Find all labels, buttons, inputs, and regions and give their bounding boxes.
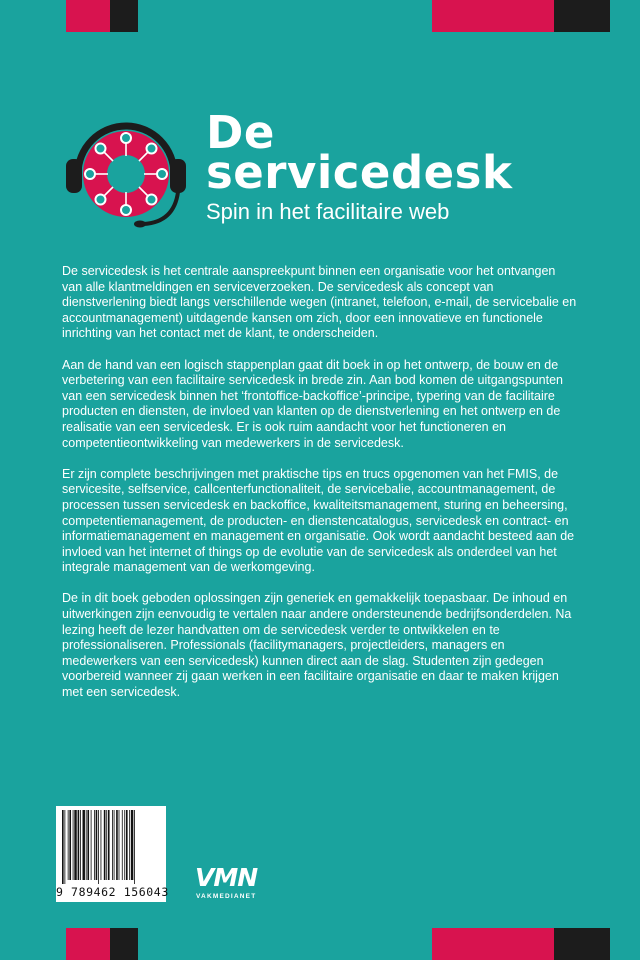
barcode-bar (69, 810, 71, 880)
top-block-pink-left (66, 0, 110, 32)
barcode-bar (62, 810, 64, 884)
barcode-bar (104, 810, 106, 880)
top-block-dark-left (110, 0, 138, 32)
top-block-dark-right (554, 0, 610, 32)
bottom-block-dark-right (554, 928, 610, 960)
barcode-bar (87, 810, 89, 880)
title-line-1: De (206, 106, 275, 159)
body-paragraph: De servicedesk is het centrale aanspreekpunt binnen een organisatie voor het ontvangen van alle klantmeldingen en serviceverzoeken. De servicedesk als concept van dienstverlening biedt langs verschillende wegen (intranet, telefoon, e-mail, de servicebalie en accountmanagement) uitdagende kansen om zich, door een innovatieve en functionele inrichting van het contact met de klant, te onderscheiden. (62, 264, 577, 341)
barcode-bar (134, 810, 135, 884)
bottom-block-pink-right (432, 928, 554, 960)
body-paragraph: Er zijn complete beschrijvingen met praktische tips en trucs opgenomen van het FMIS, de servicesite, selfservice, callcenterfunctionaliteit, de servicebalie, accountmanagement, de processen tussen servicedesk en backoffice, kwaliteitsmanagement, sturing en beheersing, competentiemanagement, de producten- en dienstencatalogus, servicedesk en contract- en informatiemanagement en management en organisatie. Ook wordt aandacht besteed aan de invloed van het internet of things op de evolutie van de servicedesk als onderdeel van het integrale management van de werkomgeving. (62, 466, 575, 575)
barcode-bar (98, 810, 99, 884)
barcode-bar (119, 810, 120, 880)
bottom-block-pink-left (66, 928, 110, 960)
barcode-bar (83, 810, 85, 880)
body-text (62, 264, 578, 716)
barcode-bar (116, 810, 118, 880)
barcode-bar (114, 810, 115, 880)
barcode-number: 9 789462 156043 (56, 885, 169, 899)
title-line-2: servicedesk (206, 146, 513, 199)
body-paragraph: Aan de hand van een logisch stappenplan gaat dit boek in op het ontwerp, de bouw en de verbetering van een facilitaire servicedesk in brede zin. Aan bod komen de uitgangspunten van een servicedesk binnen het ‘frontoffice-backoffice’-principe, typering van de facilitaire producten en diensten, de invloed van klanten op de dienstverlening en het ontwerp en de realisatie van een servicedesk. Er is ook ruim aandacht voor het functioneren en competentieontwikkeling van medewerkers in de servicedesk. (62, 357, 564, 450)
barcode-bar (96, 810, 98, 880)
body-paragraph: De in dit boek geboden oplossingen zijn generiek en gemakkelijk toepasbaar. De inhoud en uitwerkingen zijn eenvoudig te vertalen naar andere ondersteunende bedrijfsonderdelen. Na lezing heeft de lezer handvatten om de servicedesk verder te ontwikkelen en te professionaliseren. Professionals (facilitymanagers, projectleiders, managers en medewerkers van een servicedesk) kunnen direct aan de slag. Studenten zijn gedegen voorbereid wanneer zij gaan werken in een facilitaire organisatie en daar te maken krijgen met een servicedesk. (62, 591, 572, 700)
barcode-bar (126, 810, 128, 880)
barcode-bar (108, 810, 110, 880)
top-block-pink-right (432, 0, 554, 32)
barcode-bar (106, 810, 107, 880)
barcode-bar (80, 810, 81, 880)
barcode-bar (78, 810, 80, 880)
barcode (56, 806, 169, 902)
barcode-bar (74, 810, 76, 880)
barcode-bar (68, 810, 69, 880)
barcode-bar (86, 810, 87, 880)
barcode-bars (60, 810, 162, 884)
barcode-bar (124, 810, 125, 880)
barcode-bar (131, 810, 133, 880)
barcode-bar (122, 810, 123, 880)
barcode-bar (64, 810, 65, 884)
barcode-bar (112, 810, 113, 880)
barcode-bar (129, 810, 130, 880)
publisher-subtitle: VAKMEDIANET (196, 893, 257, 900)
bottom-block-dark-left (110, 928, 138, 960)
headset-network-icon (56, 104, 196, 228)
barcode-bar (101, 810, 102, 880)
subtitle: Spin in het facilitaire web (206, 199, 450, 224)
barcode-bar (94, 810, 95, 880)
barcode-bar (91, 810, 92, 880)
publisher-logo: VMN (195, 863, 258, 892)
barcode-bar (73, 810, 74, 880)
